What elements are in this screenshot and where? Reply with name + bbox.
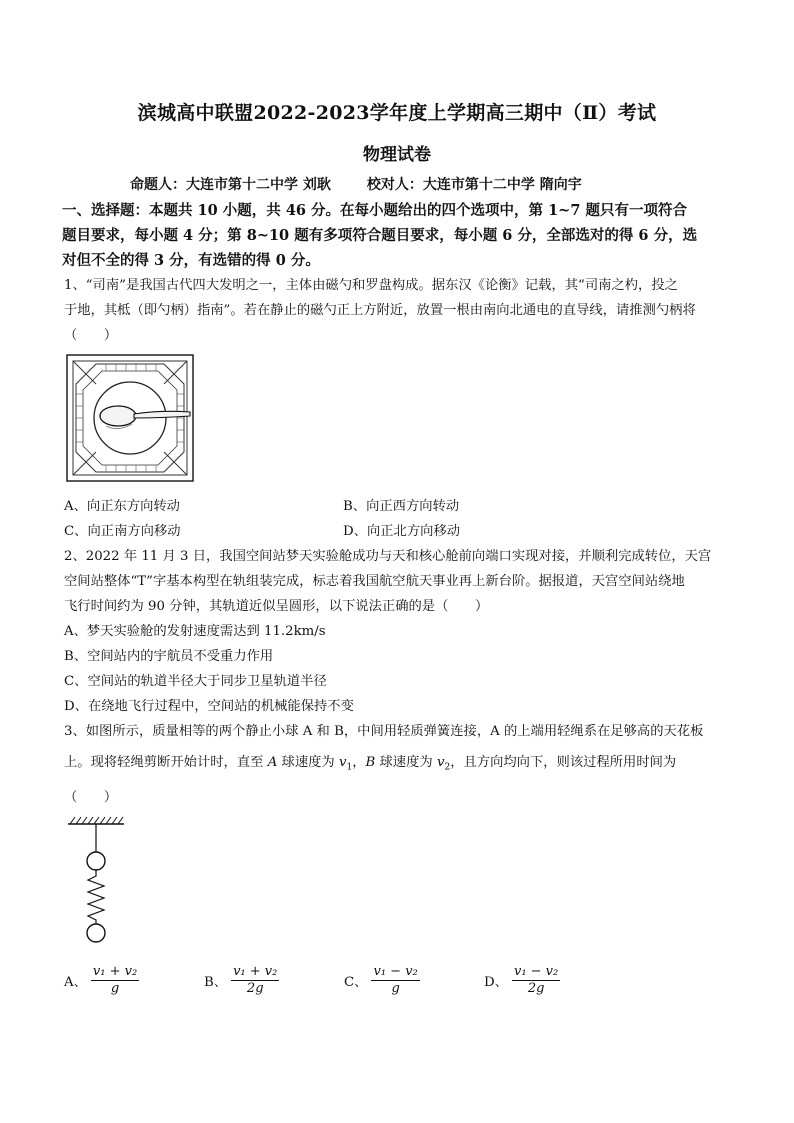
exam-title: 滨城高中联盟2022-2023学年度上学期高三期中（Ⅱ）考试 [137,102,657,124]
q1-option-b: B、向正西方向转动 [343,499,460,514]
section-instructions-line: 一、选择题：本题共 10 小题，共 46 分。在每小题给出的四个选项中，第 1~7 题只有一项符合 [62,202,687,219]
q2-text-line: 飞行时间约为 90 分钟，其轨道近似呈圆形，以下说法正确的是（ ） [64,599,489,614]
q3-text-line: （ ） [64,790,118,805]
author: 命题人：大连市第十二中学 刘耿 [130,177,331,193]
q3-option-d: D、 $\frac{\text{v₁ − v₂}}{2g}$ [484,964,559,996]
q1-text-line: 于地，其柢（即勺柄）指南”。若在静止的磁勺正上方附近，放置一根由南向北通电的直导线，请推测勺柄将 [64,303,696,318]
authors-line [130,174,582,194]
q2-option-a: A、梦天实验舱的发射速度需达到 11.2km/s [64,624,326,639]
spring-balls-figure [64,814,128,946]
q1-option-a: A、向正东方向转动 [64,499,180,514]
q2-option-b: B、空间站内的宇航员不受重力作用 [64,649,274,664]
q1-option-d: D、向正北方向移动 [343,524,461,539]
q3-text-line: 3、如图所示，质量相等的两个静止小球 A 和 B，中间用轻质弹簧连接，A 的上端用轻绳系在足够高的天花板 [64,724,704,739]
exam-subtitle: 物理试卷 [363,145,431,165]
q2-text-line: 2、2022 年 11 月 3 日，我国空间站梦天实验舱成功与天和核心舱前向端口实现对接，并顺利完成转位，天宫 [64,549,712,564]
q1-option-c: C、向正南方向移动 [64,524,181,539]
q2-option-c: C、空间站的轨道半径大于同步卫星轨道半径 [64,674,327,689]
reviewer: 校对人：大连市第十二中学 隋向宇 [366,177,582,193]
q1-text-line: 1、“司南”是我国古代四大发明之一，主体由磁勺和罗盘构成。据东汉《论衡》记载，其“司南之杓，投之 [64,278,678,293]
q3-option-b: B、 $\frac{\text{v₁ + v₂}}{2g}$ [204,964,278,996]
q2-text-line: 空间站整体“T”字基本构型在轨组装完成，标志着我国航空航天事业再上新台阶。据报道，天宫空间站绕地 [64,574,685,589]
compass-spoon-figure [66,354,194,482]
section-instructions-line: 题目要求，每小题 4 分；第 8~10 题有多项符合题目要求，每小题 6 分，全部选对的得 6 分，选 [62,227,698,244]
q1-text-line: （ ） [64,328,118,343]
q3-option-c: C、 $\frac{\text{v₁ − v₂}}{g}$ [344,964,418,996]
section-instructions-line: 对但不全的得 3 分，有选错的得 0 分。 [62,252,320,269]
q3-option-a: A、 $\frac{\text{v₁ + v₂}}{g}$ [64,964,138,996]
q3-text-line: 上。现将轻绳剪断开始计时，直至 A 球速度为 $v_1$，B 球速度为 $v_2$，且方向均向下，则该过程所用时间为 [64,755,677,773]
q2-option-d: D、在绕地飞行过程中，空间站的机械能保持不变 [64,699,354,714]
